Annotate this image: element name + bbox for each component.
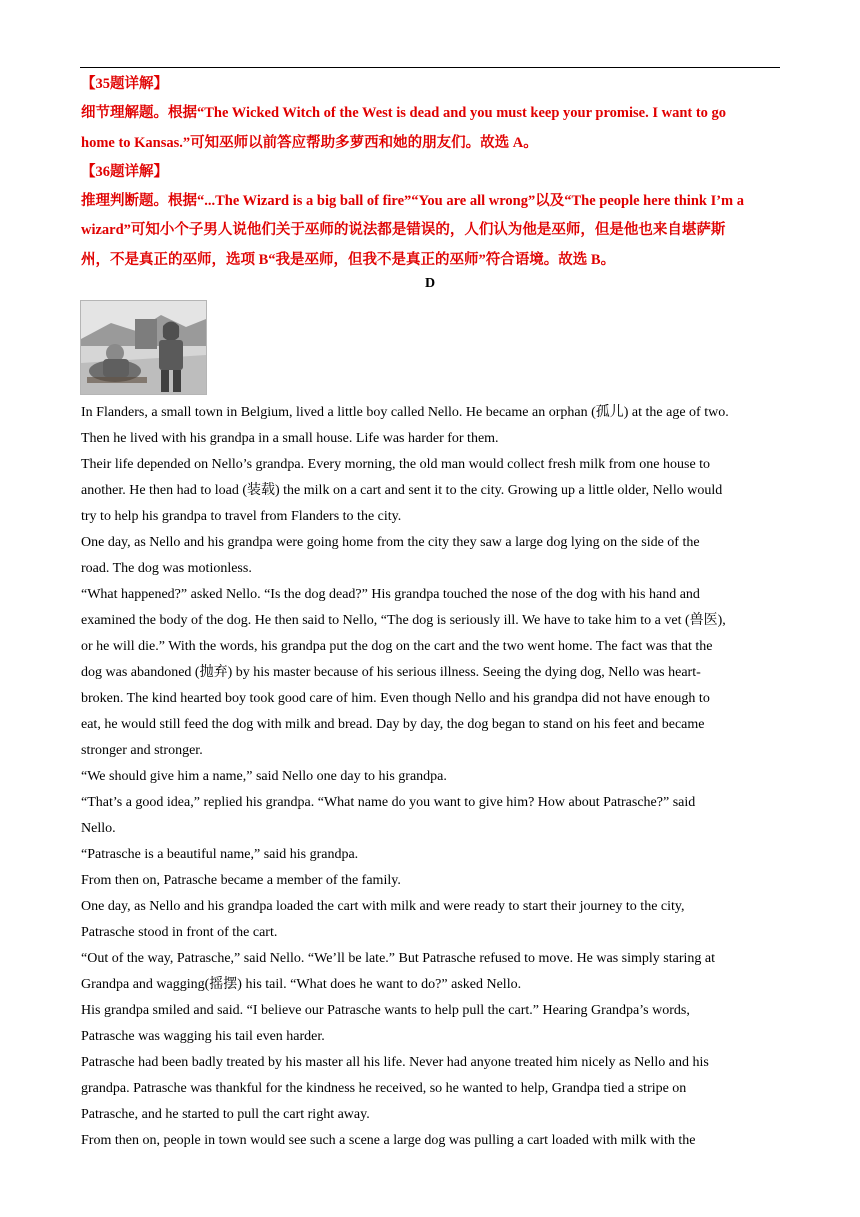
story-line: grandpa. Patrasche was thankful for the kindness he received, so he wanted to help, Grandpa tied a stripe on <box>81 1081 687 1096</box>
answer-line: 细节理解题。根据“The Wicked Witch of the West is dead and you must keep your promise. I want to go <box>81 105 727 122</box>
story-line: Their life depended on Nello’s grandpa. Every morning, the old man would collect fresh milk from one house to <box>81 457 711 472</box>
story-line: or he will die.” With the words, his grandpa put the dog on the cart and the two went home. The fact was that the <box>81 639 713 654</box>
story-line: “Out of the way, Patrasche,” said Nello. “We’ll be late.” But Patrasche refused to move. He was simply staring at <box>81 951 715 966</box>
story-illustration <box>80 300 207 395</box>
story-line: Patrasche had been badly treated by his master all his life. Never had anyone treated him nicely as Nello and his <box>81 1055 709 1070</box>
story-line: Nello. <box>81 821 116 836</box>
story-line: His grandpa smiled and said. “I believe our Patrasche wants to help pull the cart.” Hearing Grandpa’s words, <box>81 1003 690 1018</box>
story-line: road. The dog was motionless. <box>81 561 252 576</box>
story-line: Grandpa and wagging(摇摆) his tail. “What does he want to do?” asked Nello. <box>81 977 522 992</box>
story-line: Patrasche was wagging his tail even harder. <box>81 1029 325 1044</box>
header-rule <box>80 67 780 68</box>
answer-explanations <box>81 70 781 275</box>
answer-heading-36: 【36题详解】 <box>81 163 168 180</box>
story-line: “That’s a good idea,” replied his grandpa. “What name do you want to give him? How about Patrasche?” said <box>81 795 696 810</box>
story-line: One day, as Nello and his grandpa were going home from the city they saw a large dog lying on the side of the <box>81 535 700 550</box>
story-line: dog was abandoned (抛弃) by his master because of his serious illness. Seeing the dying dog, Nello was heart- <box>81 665 701 680</box>
answer-heading-35: 【35题详解】 <box>81 76 168 92</box>
story-line: “Patrasche is a beautiful name,” said his grandpa. <box>81 847 359 862</box>
story-line: From then on, Patrasche became a member of the family. <box>81 873 401 888</box>
story-line: One day, as Nello and his grandpa loaded the cart with milk and were ready to start their journey to the city, <box>81 899 685 914</box>
story-line: stronger and stronger. <box>81 743 203 758</box>
story-line: From then on, people in town would see such a scene a large dog was pulling a cart loaded with milk with the <box>81 1133 696 1148</box>
section-label: D <box>424 276 436 291</box>
story-line: eat, he would still feed the dog with milk and bread. Day by day, the dog began to stand on his feet and became <box>81 717 705 732</box>
answer-line: 州，不是真正的巫师，选项 B“我是巫师，但我不是真正的巫师”符合语境。故选 B。 <box>81 251 616 268</box>
story-line: Then he lived with his grandpa in a small house. Life was harder for them. <box>81 431 499 446</box>
answer-line: 推理判断题。根据“...The Wizard is a big ball of fire”“You are all wrong”以及“The people here think I’m a <box>81 193 745 210</box>
story-line: “We should give him a name,” said Nello one day to his grandpa. <box>81 769 447 784</box>
story-line: examined the body of the dog. He then said to Nello, “The dog is seriously ill. We have to take him to a vet (兽医), <box>81 613 726 628</box>
answer-line: home to Kansas.”可知巫师以前答应帮助多萝西和她的朋友们。故选 A。 <box>81 134 538 151</box>
story-line: In Flanders, a small town in Belgium, lived a little boy called Nello. He became an orphan (孤儿) at the age of two. <box>81 405 729 420</box>
story-line: Patrasche, and he started to pull the cart right away. <box>81 1107 370 1122</box>
story-line: “What happened?” asked Nello. “Is the dog dead?” His grandpa touched the nose of the dog with his hand and <box>81 587 700 602</box>
story-text <box>81 400 786 1154</box>
story-line: try to help his grandpa to travel from Flanders to the city. <box>81 509 402 524</box>
story-line: another. He then had to load (装载) the milk on a cart and sent it to the city. Growing up a little older, Nello would <box>81 483 723 498</box>
story-line: Patrasche stood in front of the cart. <box>81 925 278 940</box>
answer-line: wizard”可知小个子男人说他们关于巫师的说法都是错误的，人们认为他是巫师，但是他也来自堪萨斯 <box>81 222 726 239</box>
story-line: broken. The kind hearted boy took good care of him. Even though Nello and his grandpa did not have enough to <box>81 691 710 706</box>
